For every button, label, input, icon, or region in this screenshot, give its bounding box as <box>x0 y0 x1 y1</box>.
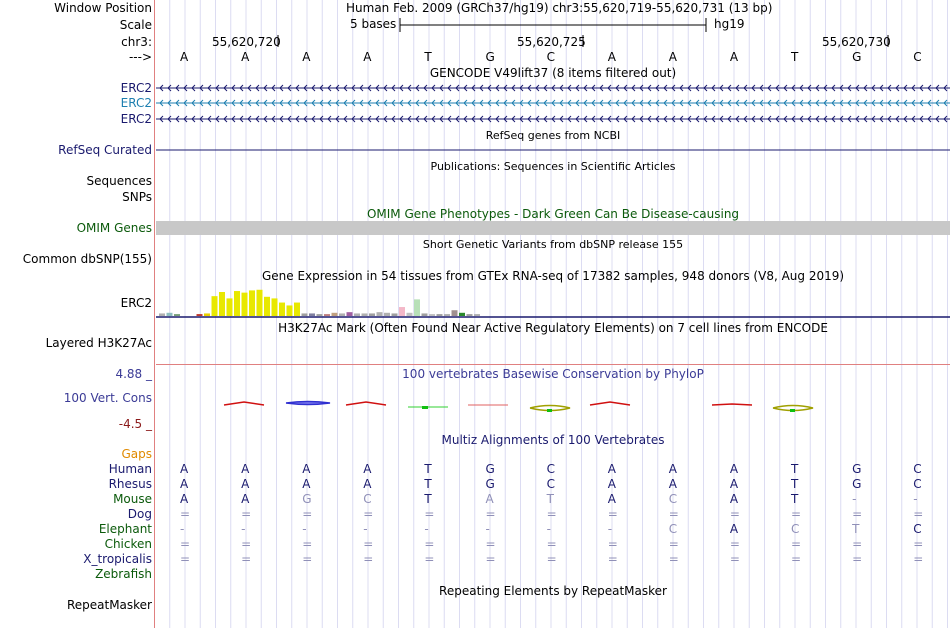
ref-base: T <box>424 50 432 64</box>
aligned-base: = <box>913 507 924 521</box>
gtex-tissue-bar[interactable] <box>234 291 240 316</box>
refseq-line[interactable] <box>156 143 950 157</box>
aligned-base: A <box>302 462 311 476</box>
aligned-base: A <box>180 492 189 506</box>
aligned-base: = <box>607 552 618 566</box>
ref-base: C <box>913 50 922 64</box>
aligned-base: = <box>791 507 802 521</box>
aligned-base: T <box>424 462 432 476</box>
gtex-expression-chart[interactable] <box>156 284 950 320</box>
gtex-tissue-bar[interactable] <box>197 314 203 316</box>
gtex-tissue-bar[interactable] <box>272 298 278 316</box>
ref-base: A <box>302 50 311 64</box>
species-label[interactable]: Mouse <box>113 492 152 506</box>
aligned-base: A <box>302 477 311 491</box>
aligned-base: A <box>607 477 616 491</box>
species-label[interactable]: Human <box>108 462 152 476</box>
gtex-tissue-bar[interactable] <box>474 314 480 316</box>
omim-track-title[interactable]: OMIM Gene Phenotypes - Dark Green Can Be Disease-causing <box>366 207 740 221</box>
species-label[interactable]: X_tropicalis <box>83 552 152 566</box>
gtex-tissue-bar[interactable] <box>392 313 398 316</box>
aligned-base: = <box>302 552 313 566</box>
aligned-base: = <box>363 552 374 566</box>
aligned-base: - <box>302 522 307 536</box>
genome-position-info: Human Feb. 2009 (GRCh37/hg19) chr3:55,620,719-55,620,731 (13 bp) <box>346 1 773 15</box>
aligned-base: = <box>363 537 374 551</box>
aligned-base: = <box>607 537 618 551</box>
repeatmasker-label[interactable]: RepeatMasker <box>66 598 152 612</box>
aligned-base: = <box>485 552 496 566</box>
aligned-base: - <box>180 522 185 536</box>
aligned-base: = <box>729 552 740 566</box>
gencode-item-1-label[interactable]: ERC2 <box>120 81 152 95</box>
species-label[interactable]: Zebrafish <box>95 567 152 581</box>
publications-track-title[interactable]: Publications: Sequences in Scientific Articles <box>430 160 676 173</box>
ref-base: G <box>485 50 495 64</box>
gtex-track-title[interactable]: Gene Expression in 54 tissues from GTEx RNA-seq of 17382 samples, 948 donors (V8, Aug 2019) <box>261 269 845 283</box>
aligned-base: G <box>852 477 862 491</box>
aligned-base: = <box>546 507 557 521</box>
aligned-base: - <box>241 522 246 536</box>
ref-base: A <box>363 50 372 64</box>
ruler-ticks <box>0 34 950 48</box>
aligned-base: = <box>668 537 679 551</box>
aligned-base: A <box>241 492 250 506</box>
aligned-base: = <box>302 537 313 551</box>
omim-gene-bar[interactable] <box>156 221 950 235</box>
gtex-tissue-bar[interactable] <box>399 307 405 316</box>
aligned-base: C <box>913 522 922 536</box>
aligned-base: = <box>913 537 924 551</box>
aligned-base: G <box>485 462 495 476</box>
h3k27ac-track-title[interactable]: H3K27Ac Mark (Often Found Near Active Regulatory Elements) on 7 cell lines from ENCODE <box>278 321 828 335</box>
gtex-tissue-bar[interactable] <box>407 313 413 316</box>
assembly-label: hg19 <box>714 17 745 31</box>
aligned-base: G <box>485 477 495 491</box>
cons-label[interactable]: 100 Vert. Cons <box>63 391 152 405</box>
aligned-base: - <box>607 522 613 536</box>
gtex-tissue-bar[interactable] <box>414 299 420 316</box>
ref-base: G <box>852 50 862 64</box>
aligned-base: = <box>729 507 740 521</box>
aligned-base: A <box>180 462 189 476</box>
aligned-base: = <box>241 537 252 551</box>
aligned-base: A <box>729 462 739 476</box>
ref-base: C <box>546 50 555 64</box>
aligned-base: = <box>363 507 374 521</box>
ref-base: T <box>791 50 799 64</box>
omim-genes-label[interactable]: OMIM Genes <box>76 221 152 235</box>
aligned-base: - <box>913 492 918 506</box>
position-tick-2: 55,620,725 <box>517 35 586 49</box>
aligned-base: T <box>852 522 860 536</box>
scale-text: 5 bases <box>350 17 397 31</box>
species-label[interactable]: Dog <box>127 507 152 521</box>
aligned-base: A <box>729 492 739 506</box>
gtex-tissue-bar[interactable] <box>422 313 428 316</box>
gtex-tissue-bar[interactable] <box>159 313 165 316</box>
ref-base: A <box>668 50 678 64</box>
aligned-base: = <box>241 507 252 521</box>
aligned-base: = <box>424 537 435 551</box>
aligned-base: - <box>852 492 857 506</box>
aligned-base: = <box>180 537 191 551</box>
snps-label[interactable]: SNPs <box>122 190 152 204</box>
aligned-base: - <box>546 522 551 536</box>
gtex-tissue-bar[interactable] <box>219 292 225 316</box>
gtex-tissue-bar[interactable] <box>264 297 270 316</box>
cons-max-label: 4.88 _ <box>115 367 152 381</box>
aligned-base: A <box>363 477 372 491</box>
aligned-base: C <box>546 477 555 491</box>
gtex-tissue-bar[interactable] <box>249 290 255 316</box>
aligned-base: - <box>363 522 368 536</box>
aligned-base: A <box>607 462 616 476</box>
refseq-curated-label[interactable]: RefSeq Curated <box>58 143 152 157</box>
aligned-base: = <box>791 537 802 551</box>
ref-base: A <box>241 50 250 64</box>
aligned-base: = <box>668 507 679 521</box>
species-label[interactable]: Elephant <box>98 522 152 536</box>
refseq-track-title[interactable]: RefSeq genes from NCBI <box>485 129 621 142</box>
aligned-base: = <box>302 507 313 521</box>
aligned-base: T <box>546 492 554 506</box>
gtex-tissue-bar[interactable] <box>279 303 285 316</box>
sequences-label[interactable]: Sequences <box>86 174 152 188</box>
position-tick-1: 55,620,720 <box>212 35 281 49</box>
gtex-tissue-bar[interactable] <box>227 298 233 316</box>
aligned-base: = <box>852 537 863 551</box>
aligned-base: = <box>424 552 435 566</box>
aligned-base: T <box>791 492 799 506</box>
gtex-tissue-bar[interactable] <box>444 314 450 316</box>
gencode-track-title[interactable]: GENCODE V49lift37 (8 items filtered out) <box>429 66 677 80</box>
h3k27ac-baseline <box>156 364 950 365</box>
aligned-base: A <box>485 492 494 506</box>
aligned-base: C <box>363 492 372 506</box>
ref-base: A <box>729 50 739 64</box>
aligned-base: T <box>424 492 432 506</box>
gtex-tissue-bar[interactable] <box>294 303 300 316</box>
aligned-base: A <box>363 462 372 476</box>
dbsnp-label[interactable]: Common dbSNP(155) <box>22 252 152 266</box>
gtex-tissue-bar[interactable] <box>257 290 263 316</box>
gtex-tissue-bar[interactable] <box>317 314 323 316</box>
gtex-tissue-bar[interactable] <box>347 312 353 316</box>
aligned-base: C <box>791 522 800 536</box>
gtex-tissue-bar[interactable] <box>212 296 218 316</box>
aligned-base: A <box>729 477 739 491</box>
chrom-label[interactable]: chr3: <box>121 35 152 49</box>
aligned-base: T <box>424 477 432 491</box>
aligned-base: = <box>546 537 557 551</box>
gtex-tissue-bar[interactable] <box>167 313 173 316</box>
aligned-base: - <box>485 522 490 536</box>
phylop-track-title[interactable]: 100 vertebrates Basewise Conservation by PhyloP <box>402 367 704 381</box>
gtex-tissue-bar[interactable] <box>324 314 330 316</box>
gtex-tissue-bar[interactable] <box>362 313 368 316</box>
aligned-base: C <box>668 522 678 536</box>
gtex-tissue-bar[interactable] <box>287 305 293 316</box>
gtex-tissue-bar[interactable] <box>242 293 248 316</box>
gtex-tissue-bar[interactable] <box>459 313 465 316</box>
aligned-base: = <box>241 552 252 566</box>
aligned-base: A <box>241 477 250 491</box>
dbsnp-track-title[interactable]: Short Genetic Variants from dbSNP release 155 <box>422 238 684 251</box>
gtex-tissue-bar[interactable] <box>174 314 180 316</box>
species-label[interactable]: Chicken <box>104 537 152 551</box>
gencode-transcripts[interactable] <box>156 80 950 128</box>
gtex-tissue-bar[interactable] <box>354 313 360 316</box>
window-position-label[interactable]: Window Position <box>54 1 152 15</box>
phylop-wiggle[interactable] <box>156 396 950 416</box>
aligned-base: G <box>852 462 862 476</box>
aligned-base: = <box>668 552 679 566</box>
gtex-tissue-bar[interactable] <box>429 314 435 316</box>
aligned-base: A <box>668 462 678 476</box>
gencode-item-2-label[interactable]: ERC2 <box>120 96 152 110</box>
gtex-gene-label[interactable]: ERC2 <box>120 296 152 310</box>
aligned-base: C <box>913 462 922 476</box>
aligned-base: = <box>424 507 435 521</box>
aligned-base: A <box>607 492 616 506</box>
aligned-base: A <box>180 477 189 491</box>
ref-base: A <box>180 50 189 64</box>
gencode-item-3-label[interactable]: ERC2 <box>120 112 152 126</box>
aligned-base: = <box>485 507 496 521</box>
gtex-tissue-bar[interactable] <box>377 312 383 316</box>
multiz-track-title[interactable]: Multiz Alignments of 100 Vertebrates <box>441 433 665 447</box>
aligned-base: C <box>546 462 555 476</box>
aligned-base: = <box>485 537 496 551</box>
gtex-tissue-bar[interactable] <box>309 313 315 316</box>
aligned-base: = <box>913 552 924 566</box>
gtex-tissue-bar[interactable] <box>452 310 458 316</box>
aligned-base: = <box>546 552 557 566</box>
scale-label[interactable]: Scale <box>119 18 152 32</box>
species-label[interactable]: Rhesus <box>108 477 152 491</box>
aligned-base: = <box>791 552 802 566</box>
aligned-base: C <box>913 477 922 491</box>
gtex-tissue-bar[interactable] <box>332 313 338 316</box>
scale-bar <box>398 16 710 34</box>
gtex-tissue-bar[interactable] <box>467 314 473 316</box>
ref-base: A <box>607 50 616 64</box>
gtex-tissue-bar[interactable] <box>339 313 345 316</box>
aligned-base: = <box>607 507 618 521</box>
aligned-base: A <box>668 477 678 491</box>
aligned-base: = <box>180 552 191 566</box>
aligned-base: T <box>791 477 799 491</box>
aligned-base: A <box>729 522 739 536</box>
h3k27ac-label[interactable]: Layered H3K27Ac <box>45 336 152 350</box>
aligned-base: = <box>180 507 191 521</box>
aligned-base: C <box>668 492 678 506</box>
aligned-base: A <box>241 462 250 476</box>
gtex-tissue-bar[interactable] <box>437 314 443 316</box>
gtex-tissue-bar[interactable] <box>302 313 308 316</box>
gtex-tissue-bar[interactable] <box>384 313 390 316</box>
strand-label: ---> <box>128 50 152 64</box>
gaps-label[interactable]: Gaps <box>121 447 152 461</box>
aligned-base: = <box>729 537 740 551</box>
cons-min-label: -4.5 _ <box>118 417 152 431</box>
aligned-base: T <box>791 462 799 476</box>
position-tick-3: 55,620,730 <box>822 35 891 49</box>
gtex-tissue-bar[interactable] <box>204 313 210 316</box>
repeatmasker-track-title[interactable]: Repeating Elements by RepeatMasker <box>439 584 667 598</box>
aligned-base: - <box>424 522 429 536</box>
aligned-base: = <box>852 507 863 521</box>
aligned-base: = <box>852 552 863 566</box>
gtex-tissue-bar[interactable] <box>369 313 375 316</box>
aligned-base: G <box>302 492 312 506</box>
